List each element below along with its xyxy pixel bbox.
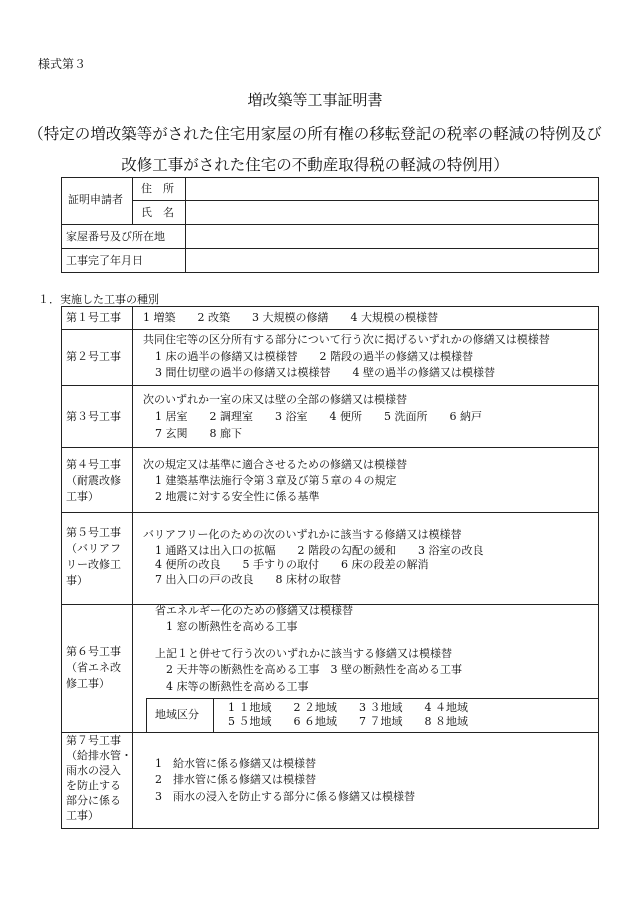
region-label: 地域区分 <box>155 708 199 721</box>
work1-items[interactable]: 1 増築 2 改築 3 大規模の修繕 4 大規模の模様替 <box>143 311 438 324</box>
work5-label-line2: （バリアフ <box>66 542 121 555</box>
work4-label-line1: 第４号工事 <box>66 458 121 471</box>
work4-intro: 次の規定又は基準に適合させるための修繕又は模様替 <box>143 458 407 471</box>
name-label: 氏 名 <box>141 206 174 219</box>
applicant-label: 証明申請者 <box>68 193 123 206</box>
work4-items-line1[interactable]: 1 建築基準法施行令第３章及び第５章の４の規定 <box>155 474 397 487</box>
region-options-line2[interactable]: 5 ５地域 6 ６地域 7 ７地域 8 ８地域 <box>228 715 468 728</box>
work7-label-line2: （給排水管・ <box>66 749 132 762</box>
section-heading: １．実施した工事の種別 <box>38 293 159 306</box>
work5-label-line1: 第５号工事 <box>66 526 121 539</box>
work6-intro2: 上記１と併せて行う次のいずれかに該当する修繕又は模様替 <box>155 647 452 660</box>
completion-date-label: 工事完了年月日 <box>66 254 143 267</box>
work7-label-line6: 工事） <box>66 809 99 822</box>
work7-label-line3: 雨水の浸入 <box>66 764 121 777</box>
form-number: 様式第３ <box>38 57 87 71</box>
work4-label-line2: （耐震改修 <box>66 474 121 487</box>
work5-items-line2[interactable]: 4 便所の改良 5 手すりの取付 6 床の段差の解消 <box>155 558 429 571</box>
work3-items-line2[interactable]: 7 玄関 8 廊下 <box>155 427 242 440</box>
work5-items-line3[interactable]: 7 出入口の戸の改良 8 床材の取替 <box>155 573 341 586</box>
document-subtitle-line2: 改修工事がされた住宅の不動産取得税の軽減の特例用） <box>121 156 509 174</box>
work7-item2[interactable]: 2 排水管に係る修繕又は模様替 <box>155 773 316 786</box>
work6-item1[interactable]: 1 窓の断熱性を高める工事 <box>166 620 298 633</box>
house-number-label: 家屋番号及び所在地 <box>66 230 165 243</box>
work6-label-line2: （省エネ改 <box>66 661 121 674</box>
region-options-line1[interactable]: 1 １地域 2 ２地域 3 ３地域 4 ４地域 <box>228 701 468 714</box>
work5-intro: バリアフリー化のための次のいずれかに該当する修繕又は模様替 <box>143 528 462 541</box>
work2-items-line1[interactable]: 1 床の過半の修繕又は模様替 2 階段の過半の修繕又は模様替 <box>155 350 473 363</box>
work7-item1[interactable]: 1 給水管に係る修繕又は模様替 <box>155 757 316 770</box>
work7-label-line4: を防止する <box>66 779 121 792</box>
document-title: 増改築等工事証明書 <box>247 91 383 109</box>
work5-items-line1[interactable]: 1 通路又は出入口の拡幅 2 階段の勾配の緩和 3 浴室の改良 <box>155 544 484 557</box>
work6-intro: 省エネルギー化のための修繕又は模様替 <box>155 604 353 617</box>
completion-date-field[interactable] <box>187 250 597 271</box>
work6-items-line2[interactable]: 2 天井等の断熱性を高める工事 3 壁の断熱性を高める工事 <box>166 663 462 676</box>
work3-intro: 次のいずれか一室の床又は壁の全部の修繕又は模様替 <box>143 393 407 406</box>
work7-item3[interactable]: 3 雨水の浸入を防止する部分に係る修繕又は模様替 <box>155 790 415 803</box>
address-field[interactable] <box>187 179 597 199</box>
work4-items-line2[interactable]: 2 地震に対する安全性に係る基準 <box>155 490 320 503</box>
work6-label-line3: 修工事） <box>66 677 110 690</box>
work4-label-line3: 工事） <box>66 490 99 503</box>
work2-items-line2[interactable]: 3 間仕切壁の過半の修繕又は模様替 4 壁の過半の修繕又は模様替 <box>155 366 495 379</box>
work1-label: 第１号工事 <box>66 311 121 324</box>
house-number-field[interactable] <box>187 226 597 247</box>
work6-items-line3[interactable]: 4 床等の断熱性を高める工事 <box>166 680 309 693</box>
work5-label-line4: 事） <box>66 574 88 587</box>
work6-label-line1: 第６号工事 <box>66 645 121 658</box>
work2-intro: 共同住宅等の区分所有する部分について行う次に掲げるいずれかの修繕又は模様替 <box>143 333 550 346</box>
work3-items-line1[interactable]: 1 居室 2 調理室 3 浴室 4 便所 5 洗面所 6 納戸 <box>155 410 482 423</box>
work3-label: 第３号工事 <box>66 410 121 423</box>
work2-label: 第２号工事 <box>66 350 121 363</box>
address-label: 住 所 <box>141 182 174 195</box>
document-subtitle-line1: （特定の増改築等がされた住宅用家屋の所有権の移転登記の税率の軽減の特例及び <box>28 125 602 143</box>
work7-label-line5: 部分に係る <box>66 794 121 807</box>
name-field[interactable] <box>187 202 597 223</box>
work7-label-line1: 第７号工事 <box>66 734 121 747</box>
work5-label-line3: リー改修工 <box>66 558 121 571</box>
